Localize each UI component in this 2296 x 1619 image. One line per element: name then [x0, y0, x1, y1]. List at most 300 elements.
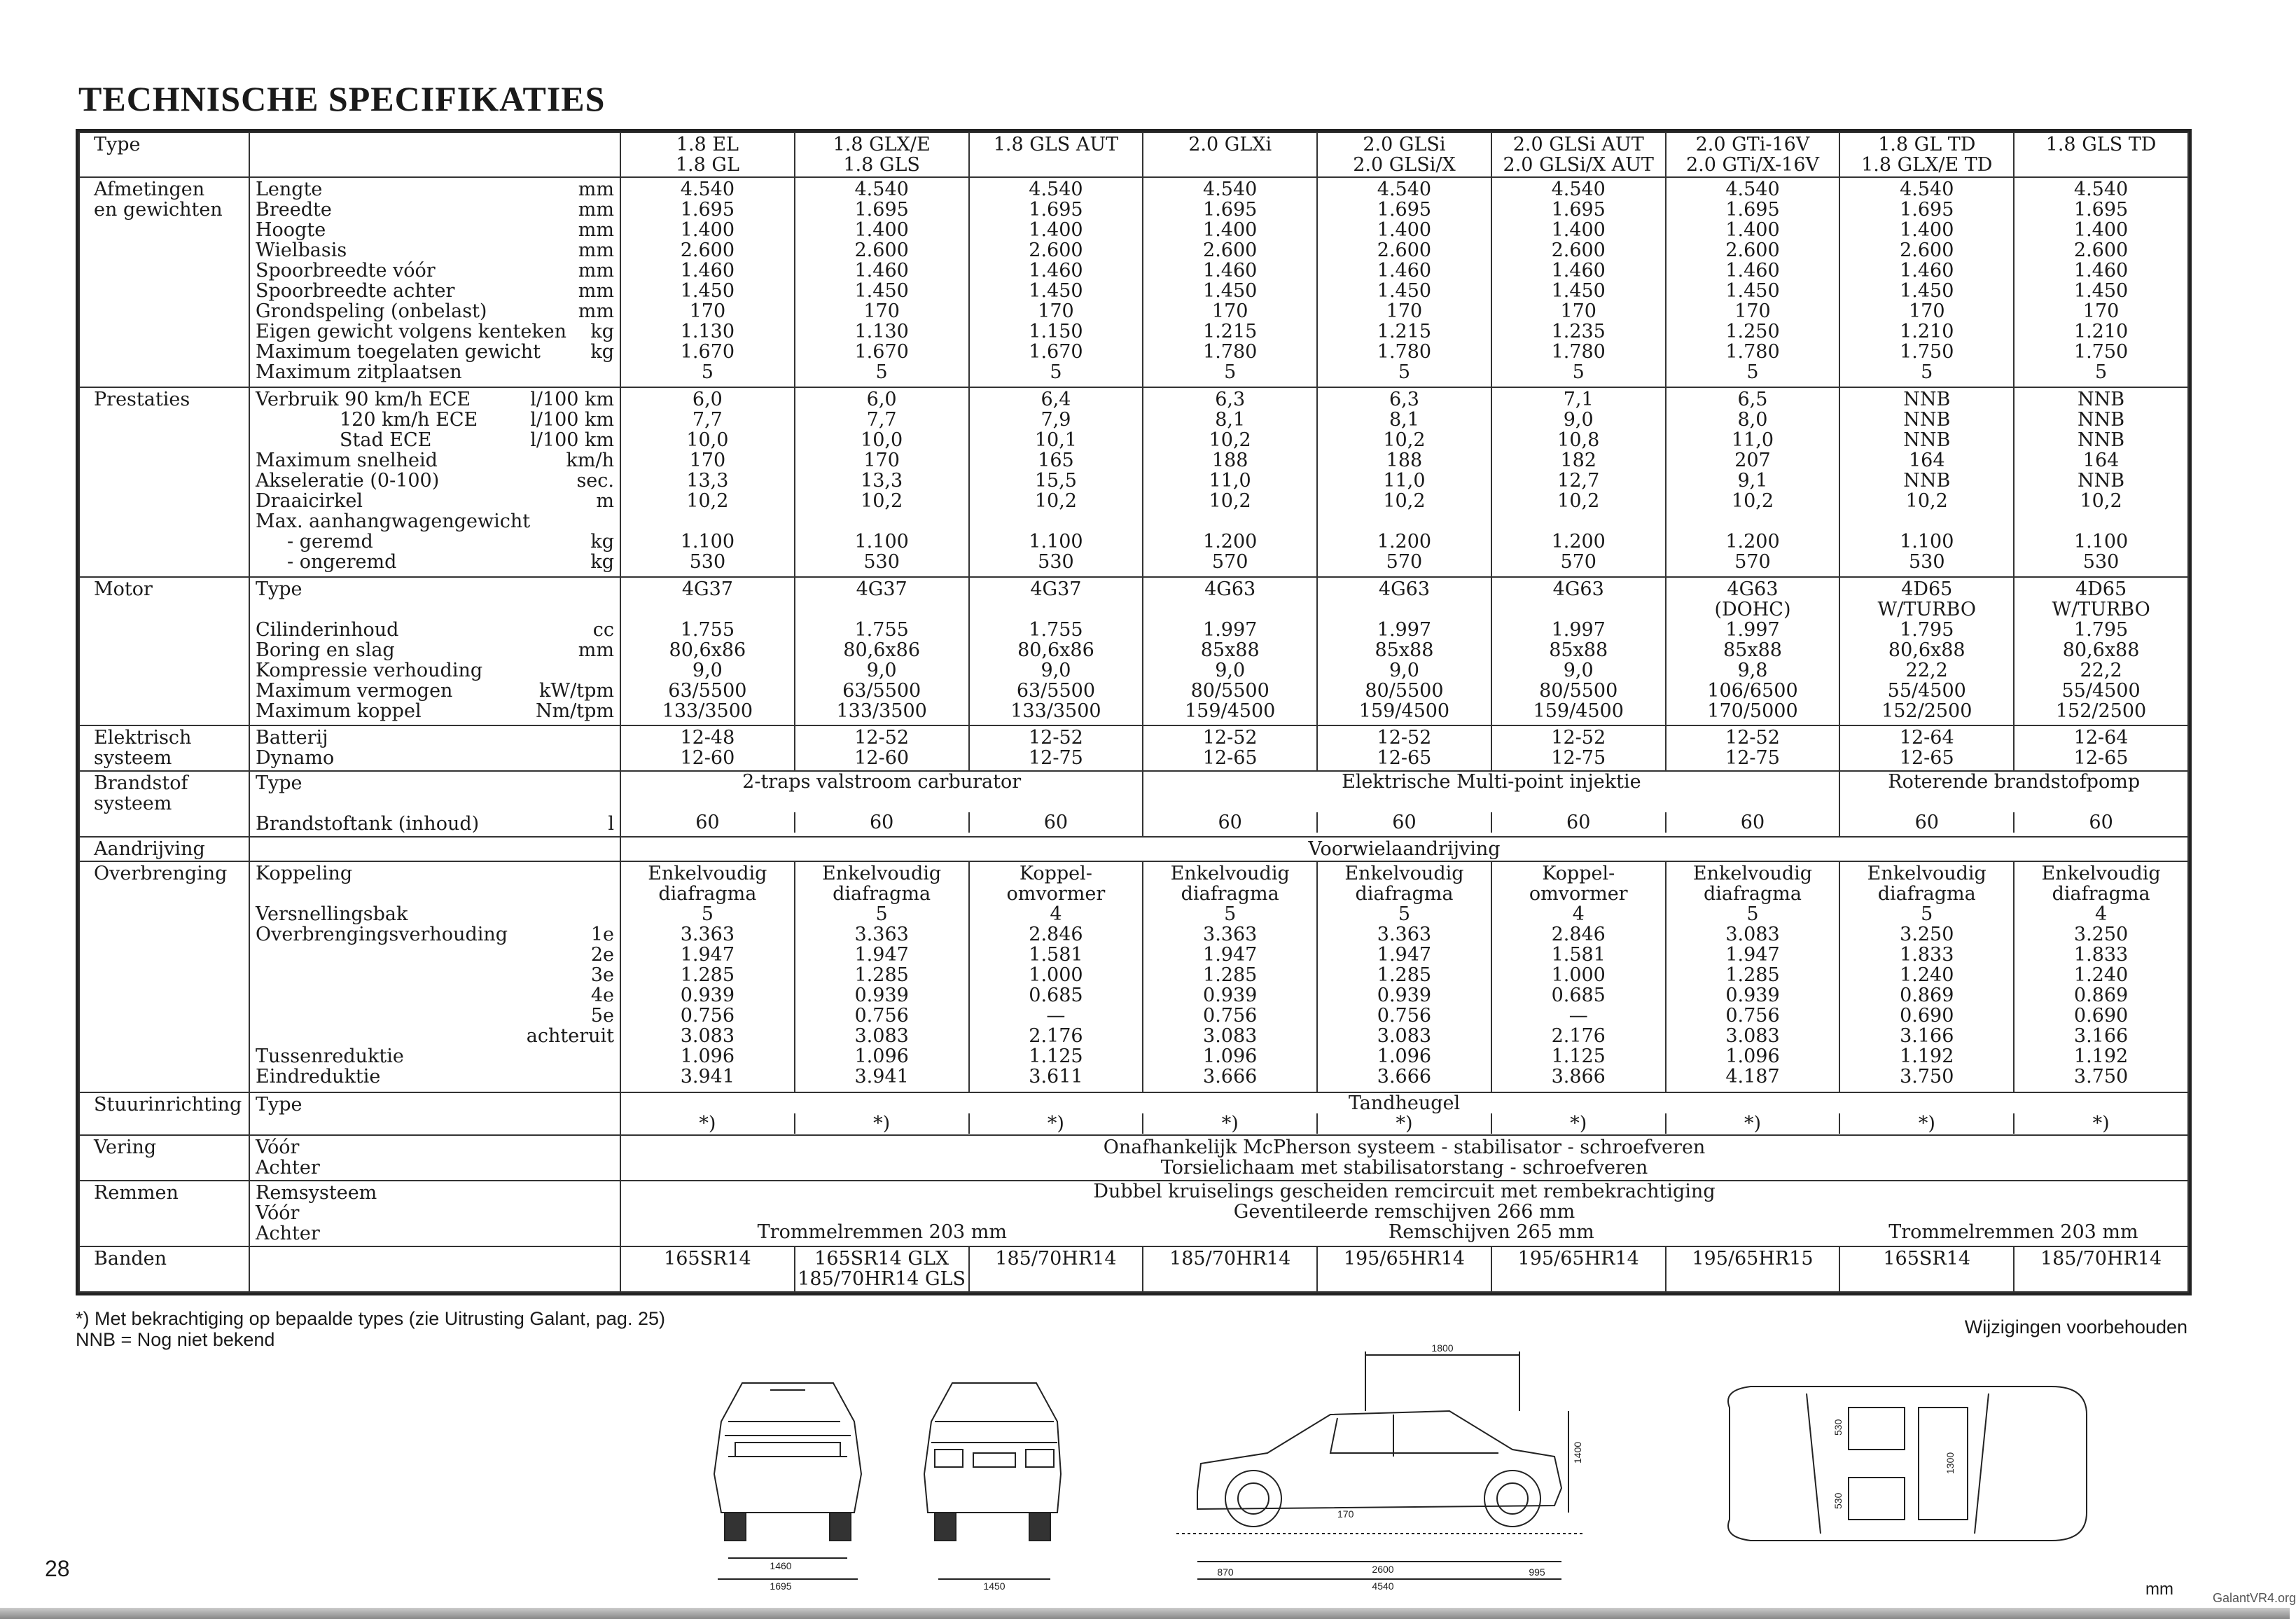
label-unit: mm — [578, 639, 614, 661]
label-name: Eigen gewicht volgens kenteken — [256, 321, 567, 342]
value: 185/70HR14 — [995, 1248, 1117, 1270]
value: 3.941 — [854, 1066, 909, 1088]
page-edge — [0, 1608, 2290, 1619]
section-name: Brandstof — [94, 772, 188, 794]
value: 570 — [1734, 551, 1771, 574]
label-row — [256, 430, 614, 450]
model-header — [1143, 132, 1317, 177]
tank-value: 60 — [794, 812, 968, 833]
value: 4.540 — [1551, 179, 1606, 200]
labels-elektrisch — [249, 725, 620, 771]
value: 1.750 — [1900, 341, 1954, 363]
value-cell — [969, 177, 1143, 387]
value-cell — [2014, 387, 2188, 577]
value: 1.795 — [2073, 618, 2129, 641]
value: 1.755 — [854, 618, 909, 641]
value-cell — [1839, 1246, 2014, 1292]
label-row — [256, 579, 614, 599]
value: 1.285 — [1377, 964, 1432, 987]
brake-rear-groups — [621, 1222, 2187, 1242]
value: 10,2 — [1209, 490, 1251, 513]
value: 5 — [875, 903, 888, 926]
value: 1.100 — [680, 531, 735, 553]
value: 1.400 — [680, 219, 735, 241]
tank-value: 60 — [1491, 812, 1665, 833]
value: 4G37 — [856, 578, 907, 600]
value: 7,7 — [866, 409, 897, 431]
page-title: TECHNISCHE SPECIFIKATIES — [78, 79, 606, 118]
value: 1.460 — [1029, 260, 1083, 282]
label-name: Breedte — [256, 199, 332, 221]
label-name: Remsysteem — [256, 1181, 377, 1204]
value: 12-65 — [1377, 746, 1432, 769]
label-unit: kW/tpm — [539, 679, 614, 702]
value: Koppel- — [1542, 863, 1615, 885]
value: NNB — [1903, 429, 1951, 452]
value: 1.125 — [1029, 1045, 1083, 1068]
tank-values — [621, 812, 1142, 833]
value: 12-48 — [680, 726, 735, 749]
footnote-nnb: NNB = Nog niet bekend — [76, 1329, 275, 1350]
drive-type: Voorwielaandrijving — [1308, 838, 1501, 860]
value: 5 — [1398, 903, 1411, 926]
value: 9,0 — [692, 659, 723, 681]
value-cell — [795, 1246, 969, 1292]
value: 63/5500 — [668, 679, 747, 702]
label-row — [256, 681, 614, 701]
label-row — [256, 1006, 614, 1026]
value: 1.780 — [1725, 341, 1780, 363]
value: 6,3 — [1389, 389, 1419, 411]
label-name — [256, 985, 262, 1006]
label-unit: mm — [578, 260, 614, 282]
value: 10,0 — [861, 429, 903, 452]
section-name: systeem — [94, 792, 172, 814]
value: 4.540 — [1725, 179, 1780, 200]
value: 1.000 — [1551, 964, 1606, 987]
value: 152/2500 — [1881, 700, 1973, 722]
value: 55/4500 — [2061, 679, 2141, 702]
labels-brandstof — [249, 771, 620, 837]
value: 2.600 — [1900, 239, 1954, 261]
value: 1.150 — [1029, 321, 1083, 342]
value-cell — [969, 725, 1143, 771]
label-name: 120 km/h ECE — [340, 409, 478, 431]
label-row — [256, 985, 614, 1006]
label-row — [256, 748, 614, 768]
value: 10,2 — [1383, 490, 1426, 513]
value: 10,0 — [686, 429, 729, 452]
value: 80/5500 — [1365, 679, 1444, 702]
value: 5 — [1398, 361, 1411, 383]
value: 10,2 — [1209, 429, 1251, 452]
label-name: Type — [256, 578, 302, 600]
value: Enkelvoudig — [822, 863, 942, 885]
steering-mark: *) — [1665, 1113, 1839, 1134]
value: 0.869 — [2073, 985, 2129, 1007]
value: 0.756 — [854, 1005, 909, 1027]
value: 22,2 — [2080, 659, 2122, 681]
label-unit: km/h — [566, 450, 614, 472]
label-row — [256, 342, 614, 362]
value: 1.240 — [2073, 964, 2129, 987]
value: 9,0 — [1563, 409, 1594, 431]
value: 570 — [1560, 551, 1596, 574]
label-unit: 1e — [590, 924, 614, 946]
value — [622, 599, 793, 620]
section-aandrijving — [79, 837, 249, 861]
value: 1.096 — [854, 1045, 909, 1068]
steering-mark: *) — [1316, 1113, 1491, 1134]
value: 12-52 — [1028, 726, 1083, 749]
model-header — [1317, 132, 1491, 177]
value: 12-52 — [854, 726, 910, 749]
value: 1.780 — [1377, 341, 1432, 363]
value: 5 — [701, 903, 714, 926]
label-name — [256, 945, 262, 965]
value — [971, 511, 1141, 531]
value: NNB — [2078, 409, 2125, 431]
value-cell — [1143, 861, 1317, 1092]
label-row — [256, 1095, 614, 1115]
model-name: 1.8 GLS — [843, 154, 920, 176]
value: 530 — [1908, 551, 1945, 574]
label-name: Vóór — [256, 1136, 300, 1158]
value — [1842, 511, 2012, 531]
model-name: 2.0 GLXi — [1188, 134, 1272, 155]
value: 170 — [863, 450, 900, 472]
label-name: Kompressie verhouding — [256, 659, 483, 681]
value: 3.363 — [854, 924, 909, 946]
label-unit: kg — [590, 341, 614, 363]
value: Enkelvoudig — [1692, 863, 1813, 885]
value: 530 — [863, 551, 900, 574]
section-overbrenging — [79, 861, 249, 1092]
tank-value: 60 — [1914, 811, 1939, 833]
row-prestaties — [79, 387, 2188, 577]
value: 1.100 — [1900, 531, 1954, 553]
value: 9,0 — [1563, 659, 1594, 681]
dim-front-overhang: 870 — [1217, 1566, 1234, 1578]
value: 4 — [1050, 903, 1062, 926]
value: 2.600 — [1725, 239, 1780, 261]
value: 1.130 — [680, 321, 735, 342]
value: 170 — [1038, 300, 1074, 322]
value: 1.215 — [1377, 321, 1432, 342]
label-unit: Nm/tpm — [535, 700, 614, 722]
value: 6,0 — [692, 389, 723, 411]
label-row — [256, 924, 614, 945]
value-cell — [969, 387, 1143, 577]
tank-value: 60 — [1665, 812, 1839, 833]
model-header — [2014, 132, 2188, 177]
label-row — [256, 1046, 614, 1066]
value: 1.400 — [2073, 219, 2129, 241]
value: 182 — [1560, 450, 1596, 472]
value: 1.192 — [2073, 1045, 2129, 1068]
value: 133/3500 — [662, 700, 753, 722]
value: 1.200 — [1551, 531, 1606, 553]
value: 12-52 — [1202, 726, 1258, 749]
value: 1.250 — [1725, 321, 1780, 342]
value: 1.192 — [1900, 1045, 1954, 1068]
value: 1.755 — [680, 618, 735, 641]
value: 3.363 — [680, 924, 735, 946]
value: 3.083 — [1203, 1025, 1258, 1048]
value: diafragma — [1181, 883, 1279, 905]
section-stuur — [79, 1092, 249, 1135]
label-row — [256, 1158, 614, 1178]
label-name: - geremd — [287, 531, 373, 553]
dim-rear-track: 1450 — [983, 1580, 1006, 1592]
label-unit: 4e — [590, 985, 614, 1007]
value: 8,1 — [1215, 409, 1246, 431]
value-cell — [1143, 725, 1317, 771]
value: 3.250 — [1900, 924, 1954, 946]
model-name: 2.0 GLSi/X — [1353, 154, 1456, 176]
value: 1.200 — [1203, 531, 1258, 553]
value: 85x88 — [1375, 639, 1434, 661]
section-afmetingen — [79, 177, 249, 387]
value: 1.460 — [1203, 260, 1258, 282]
value: 170 — [1560, 300, 1596, 322]
label-row — [256, 1223, 614, 1244]
label-name: Draaicirkel — [256, 490, 363, 513]
value-cell — [620, 725, 795, 771]
label-unit: kg — [590, 551, 614, 574]
label-row — [256, 1066, 614, 1087]
value-cell — [1839, 577, 2014, 725]
label-row — [256, 660, 614, 681]
value: 10,2 — [1905, 490, 1948, 513]
value: 1.210 — [2073, 321, 2129, 342]
value-cell — [1839, 177, 2014, 387]
value: 10,8 — [1557, 429, 1600, 452]
label-row — [256, 884, 614, 904]
model-name: 2.0 GTi-16V — [1695, 134, 1810, 155]
value-cell — [795, 725, 969, 771]
label-name: Batterij — [256, 726, 328, 749]
label-name — [256, 1006, 262, 1026]
value: 13,3 — [861, 470, 903, 492]
side-view-drawing — [1176, 1342, 1583, 1592]
value: (DOHC) — [1714, 598, 1791, 620]
brakes-value — [620, 1181, 2188, 1246]
value: 80,6x86 — [843, 639, 920, 661]
value: 1.285 — [854, 964, 909, 987]
value: 13,3 — [686, 470, 729, 492]
value-cell — [1839, 861, 2014, 1092]
value: W/TURBO — [2052, 598, 2150, 620]
label-unit: sec. — [576, 470, 614, 492]
section-name: systeem — [94, 746, 172, 769]
value-cell — [1839, 725, 2014, 771]
value-cell — [1666, 177, 1840, 387]
value: 12-65 — [1202, 746, 1258, 769]
value: 1.200 — [1377, 531, 1432, 553]
dim-overall-width: 1800 — [1431, 1342, 1454, 1354]
label-unit: cc — [592, 618, 614, 641]
value: omvormer — [1006, 883, 1106, 905]
watermark: GalantVR4.org — [2213, 1591, 2296, 1605]
value: Koppel- — [1019, 863, 1092, 885]
value: 3.166 — [1900, 1025, 1954, 1048]
value: 0.939 — [1377, 985, 1432, 1007]
value: Enkelvoudig — [1170, 863, 1290, 885]
section-name: Afmetingen — [94, 179, 205, 200]
model-name: 1.8 GL TD — [1878, 134, 1976, 155]
value: 4D65 — [2075, 578, 2127, 600]
value: 188 — [1386, 450, 1423, 472]
value: 8,1 — [1389, 409, 1419, 431]
value: 1.695 — [854, 199, 909, 221]
row-aandrijving — [79, 837, 2188, 861]
value-cell — [795, 577, 969, 725]
value-cell — [1317, 177, 1491, 387]
label-row — [256, 1137, 614, 1158]
value-cell — [969, 1246, 1143, 1292]
value: 1.400 — [854, 219, 909, 241]
model-name: 2.0 GLSi/X AUT — [1503, 154, 1654, 176]
value: 1.215 — [1203, 321, 1258, 342]
section-vering — [79, 1135, 249, 1181]
value: 80,6x88 — [1888, 639, 1965, 661]
label-row — [256, 240, 614, 260]
label-row — [256, 814, 614, 834]
value: 1.100 — [854, 531, 909, 553]
label-row — [256, 389, 614, 410]
value: omvormer — [1529, 883, 1628, 905]
type-label: Type — [94, 134, 141, 155]
value: 5 — [1921, 361, 1933, 383]
value: 3.083 — [1377, 1025, 1432, 1048]
header-row — [79, 132, 2188, 177]
value: 4D65 — [1901, 578, 1953, 600]
section-motor — [79, 577, 249, 725]
value: 0.685 — [1551, 985, 1606, 1007]
label-name: Cilinderinhoud — [256, 618, 399, 641]
value: 85x88 — [1200, 639, 1260, 661]
tank-value: 60 — [1218, 811, 1242, 833]
value: 6,4 — [1041, 389, 1071, 411]
value: 1.450 — [1900, 280, 1954, 302]
value: 3.083 — [1725, 1025, 1780, 1048]
label-name: Achter — [256, 1156, 320, 1179]
value: 9,0 — [1389, 659, 1419, 681]
label-row — [256, 531, 614, 552]
value: 3.611 — [1029, 1066, 1083, 1088]
value — [1145, 511, 1315, 531]
value-cell — [620, 177, 795, 387]
value: 165SR14 — [1883, 1248, 1971, 1270]
value: 1.096 — [1377, 1045, 1432, 1068]
value: 9,8 — [1737, 659, 1768, 681]
value — [797, 511, 967, 531]
value: — — [1568, 1005, 1588, 1027]
label-name: Max. aanhangwagengewicht — [256, 510, 531, 533]
value: 1.947 — [1377, 944, 1432, 966]
model-name: 2.0 GTi/X-16V — [1685, 154, 1820, 176]
value: Enkelvoudig — [648, 863, 767, 885]
label-unit: 2e — [590, 944, 614, 966]
value: 170 — [2082, 300, 2120, 322]
value: 1.096 — [1725, 1045, 1780, 1068]
value — [1145, 599, 1315, 620]
value: 1.997 — [1551, 618, 1606, 641]
value: 1.450 — [1203, 280, 1258, 302]
value: 195/65HR15 — [1692, 1248, 1814, 1270]
label-name: Dynamo — [256, 746, 335, 769]
value: 1.400 — [1900, 219, 1954, 241]
value: 1.695 — [2073, 199, 2129, 221]
label-name: Boring en slag — [256, 639, 395, 661]
value: 2.600 — [854, 239, 909, 261]
label-row — [256, 260, 614, 281]
value-cell — [1143, 177, 1317, 387]
value: 80/5500 — [1190, 679, 1269, 702]
label-unit: l/100 km — [530, 409, 614, 431]
label-row — [256, 640, 614, 660]
brake-system: Dubbel kruiselings gescheiden remcircuit met rembekrachtiging — [1093, 1180, 1716, 1202]
value: 1.695 — [680, 199, 735, 221]
value: 22,2 — [1905, 659, 1948, 681]
value: 6,3 — [1215, 389, 1246, 411]
value: 5 — [1572, 361, 1585, 383]
value: 2.600 — [2073, 239, 2129, 261]
value: 12,7 — [1557, 470, 1600, 492]
value: 3.363 — [1377, 924, 1432, 946]
label-name — [256, 965, 262, 985]
value: 159/4500 — [1185, 700, 1276, 722]
dim-rear-overhang: 995 — [1529, 1566, 1545, 1578]
value-cell — [1143, 1246, 1317, 1292]
label-name: Hoogte — [256, 219, 326, 241]
value: 1.833 — [2073, 944, 2129, 966]
value: 1.240 — [1900, 964, 1954, 987]
tank-value: 60 — [968, 812, 1143, 833]
label-name: Spoorbreedte vóór — [256, 260, 436, 282]
value-cell — [1143, 387, 1317, 577]
value: 1.285 — [1203, 964, 1258, 987]
value: 170 — [1386, 300, 1423, 322]
value: 3.866 — [1551, 1066, 1606, 1088]
label-name: Wielbasis — [256, 239, 347, 261]
value: 12-65 — [2073, 746, 2129, 769]
value: 12-75 — [1725, 746, 1780, 769]
label-row — [256, 321, 614, 342]
labels-overbrenging — [249, 861, 620, 1092]
value: 165SR14 — [664, 1248, 751, 1270]
model-name: 1.8 EL — [676, 134, 739, 155]
value: 4G37 — [681, 578, 733, 600]
labels-aandrijving — [249, 837, 620, 861]
label-row — [256, 701, 614, 721]
value: 164 — [2082, 450, 2120, 472]
value: 1.750 — [2073, 341, 2129, 363]
label-name: Eindreduktie — [256, 1066, 381, 1088]
value: 1.997 — [1203, 618, 1258, 641]
value: 10,2 — [1383, 429, 1426, 452]
label-name: Tussenreduktie — [256, 1045, 404, 1068]
value: 1.125 — [1551, 1045, 1606, 1068]
value: 159/4500 — [1358, 700, 1450, 722]
value — [971, 599, 1141, 620]
value: 2.846 — [1029, 924, 1083, 946]
value: 1.200 — [1725, 531, 1780, 553]
value-cell — [1491, 577, 1666, 725]
value: 1.833 — [1900, 944, 1954, 966]
label-row — [256, 450, 614, 471]
